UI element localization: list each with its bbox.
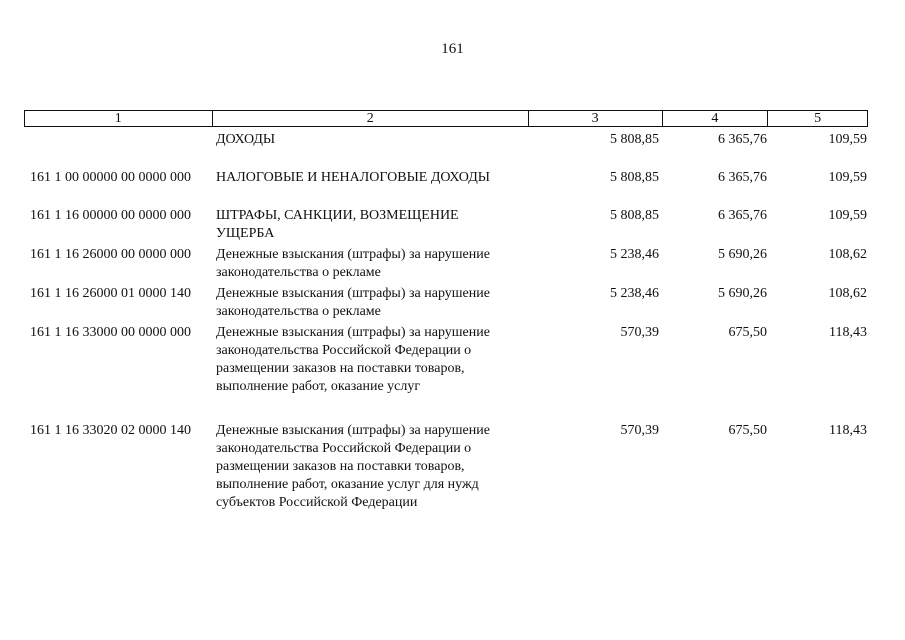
header-col-5: 5 (814, 111, 822, 126)
header-col-2: 2 (213, 111, 529, 126)
row-name: Денежные взыскания (штрафы) за нарушение законодательства Российской Федерации о размещении заказов на поставки товаров, выполнение работ, оказание услуг (216, 325, 490, 394)
header-col-4: 4 (663, 111, 769, 126)
row-value-4: 5 690,26 (718, 286, 767, 301)
row-code: 161 1 16 33020 02 0000 140 (30, 423, 191, 438)
row-value-4: 5 690,26 (718, 247, 767, 262)
row-value-5: 109,59 (828, 208, 867, 223)
row-code: 161 1 16 00000 00 0000 000 (30, 208, 191, 223)
page-number: 161 (441, 41, 464, 57)
row-value-3: 5 238,46 (610, 286, 659, 301)
row-name: ДОХОДЫ (216, 132, 276, 147)
row-name: Денежные взыскания (штрафы) за нарушение законодательства о рекламе (216, 247, 490, 280)
row-value-5: 109,59 (828, 170, 867, 185)
row-value-3: 570,39 (620, 423, 659, 438)
row-value-3: 5 808,85 (610, 132, 659, 147)
row-name: ШТРАФЫ, САНКЦИИ, ВОЗМЕЩЕНИЕ УЩЕРБА (216, 208, 459, 241)
row-name: НАЛОГОВЫЕ И НЕНАЛОГОВЫЕ ДОХОДЫ (216, 170, 490, 185)
row-value-5: 109,59 (828, 132, 867, 147)
row-value-3: 5 238,46 (610, 247, 659, 262)
row-value-3: 5 808,85 (610, 208, 659, 223)
table-header-row (24, 110, 868, 127)
row-value-4: 6 365,76 (718, 170, 767, 185)
header-col-3: 3 (529, 111, 663, 126)
row-value-5: 118,43 (829, 423, 867, 438)
row-value-4: 6 365,76 (718, 208, 767, 223)
row-value-5: 108,62 (828, 286, 867, 301)
row-value-4: 675,50 (728, 423, 767, 438)
row-value-4: 675,50 (728, 325, 767, 340)
row-value-5: 108,62 (828, 247, 867, 262)
row-name: Денежные взыскания (штрафы) за нарушение законодательства Российской Федерации о размещении заказов на поставки товаров, выполнение работ, оказание услуг для нужд субъектов Российской Федерации (216, 423, 490, 510)
row-code: 161 1 16 26000 01 0000 140 (30, 286, 191, 301)
row-value-4: 6 365,76 (718, 132, 767, 147)
row-name: Денежные взыскания (штрафы) за нарушение законодательства о рекламе (216, 286, 490, 319)
row-code: 161 1 00 00000 00 0000 000 (30, 170, 191, 185)
row-code: 161 1 16 33000 00 0000 000 (30, 325, 191, 340)
row-value-3: 570,39 (620, 325, 659, 340)
header-col-1: 1 (25, 111, 213, 126)
row-value-3: 5 808,85 (610, 170, 659, 185)
row-code: 161 1 16 26000 00 0000 000 (30, 247, 191, 262)
row-value-5: 118,43 (829, 325, 867, 340)
